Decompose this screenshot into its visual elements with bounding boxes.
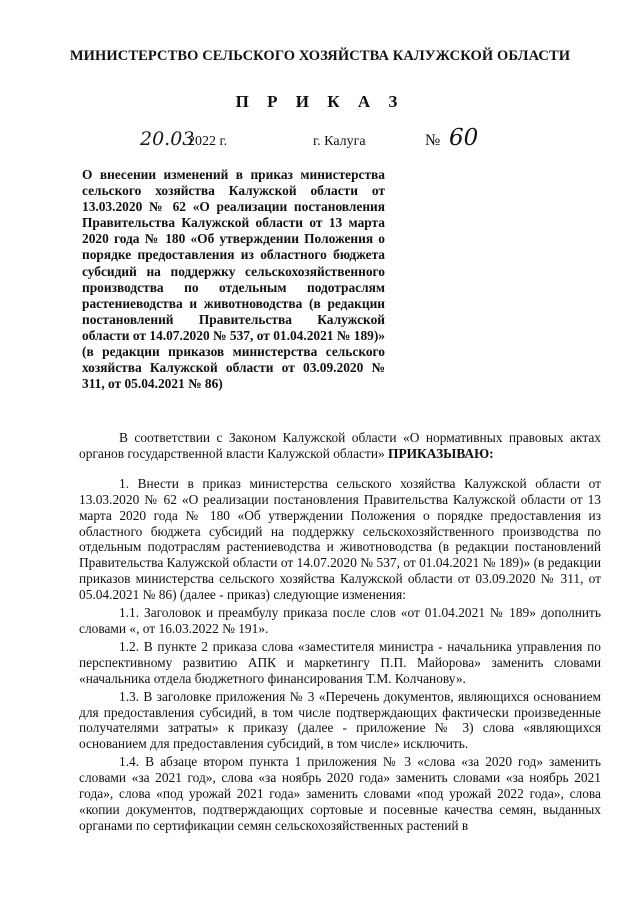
date-number-line: [0, 125, 640, 156]
city: г. Калуга: [313, 134, 366, 149]
paragraph-1-2: 1.2. В пункте 2 приказа слова «заместителя министра - начальника управления по перспективному развитию АПК и маркетингу П.П. Майорова» заменить словами «начальника отдела бюджетного финансирования Т.М. Колчанову».: [79, 638, 601, 686]
preamble-text: В соответствии с Законом Калужской области «О нормативных правовых актах органов государственной власти Калужской области»: [79, 430, 601, 461]
paragraph-1: 1. Внести в приказ министерства сельского хозяйства Калужской области от 13.03.2020 № 62 «О реализации постановления Правительства Калужской области от 13 марта 2020 года № 180 «Об утверждении Положения о порядке предоставления из областного бюджета субсидий на поддержку сельскохозяйственного производства по отдельным подотраслям растениеводства и животноводства (в редакции постановлений Правительства Калужской области от 14.07.2020 № 537, от 01.04.2021 № 189)» (в редакции приказов министерства сельского хозяйства Калужской области от 03.09.2020 № 311, от 05.04.2021 № 86) (далее - приказ) следующие изменения:: [79, 475, 601, 603]
paragraph-1-1: 1.1. Заголовок и преамбулу приказа после слов «от 01.04.2021 № 189» дополнить словами «, от 16.03.2022 № 191».: [79, 605, 601, 636]
handwritten-number: 60: [449, 125, 479, 151]
order-title: П Р И К А З: [235, 92, 405, 111]
paragraph-1-3: 1.3. В заголовке приложения № 3 «Перечень документов, являющихся основанием для предоставления субсидий, в том числе подтверждающих фактически произведенные получателями затраты» к приказу (далее - приложение № 3) слова «являющихся основанием для предоставления субсидий, в том числе» исключить.: [79, 688, 601, 752]
ministry-header: МИНИСТЕРСТВО СЕЛЬСКОГО ХОЗЯЙСТВА КАЛУЖСКОЙ ОБЛАСТИ: [69, 48, 571, 64]
preamble-paragraph: [79, 430, 601, 462]
handwritten-date: 20.03: [140, 128, 195, 150]
order-subject: О внесении изменений в приказ министерства сельского хозяйства Калужской области от 13.03.2020 № 62 «О реализации постановления Правительства Калужской области от 13 марта 2020 года № 180 «Об утверждении Положения о порядке предоставления из областного бюджета субсидий на поддержку сельскохозяйственного производства по отдельным подотраслям растениеводства и животноводства (в редакции постановлений Правительства Калужской области от 14.07.2020 № 537, от 01.04.2021 № 189)» (в редакции приказов министерства сельского хозяйства Калужской области от 03.09.2020 № 311, от 05.04.2021 № 86): [82, 167, 385, 392]
paragraph-1-4: 1.4. В абзаце втором пункта 1 приложения № 3 «слова «за 2020 год» заменить словами «за 2021 год», слова «за ноябрь 2020 года» заменить словами «за ноябрь 2021 года», слова «под урожай 2021 года» заменить словами «под урожай 2022 года», слова «копии документов, подтверждающих сортовые и посевные качества семян, выданных органами по сертификации семян сельскохозяйственных растений в: [79, 754, 601, 833]
decree-word: ПРИКАЗЫВАЮ:: [388, 445, 494, 461]
number-sign: №: [425, 132, 441, 149]
date-year: 2022 г.: [188, 134, 228, 149]
order-body: [79, 430, 601, 836]
